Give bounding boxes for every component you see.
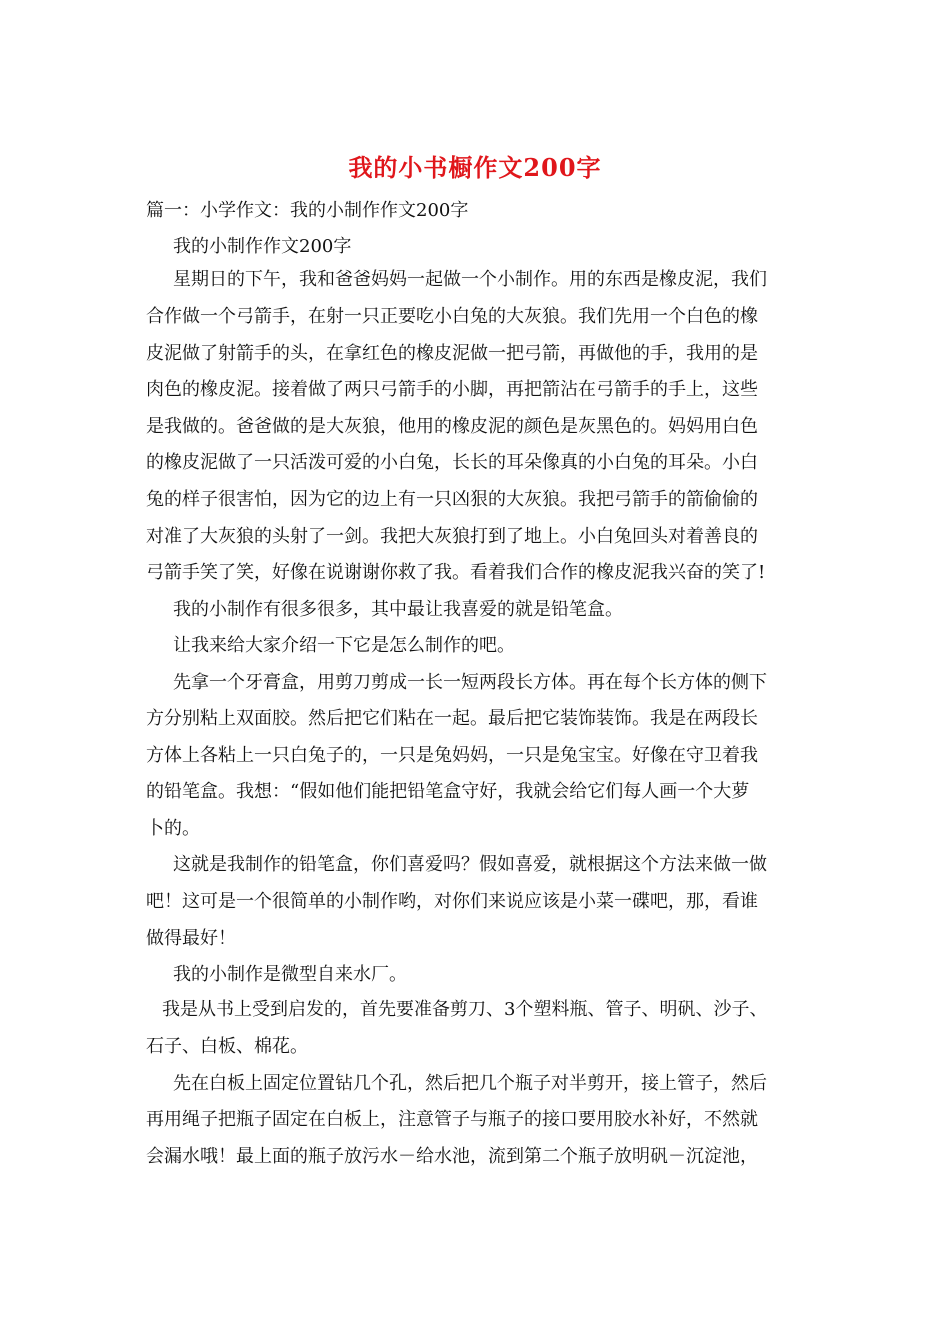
paragraph-line: 方体上各粘上一只白兔子的，一只是兔妈妈，一只是兔宝宝。好像在守卫着我 xyxy=(146,745,758,766)
paragraph-line: 皮泥做了射箭手的头，在拿红色的橡皮泥做一把弓箭，再做他的手，我用的是 xyxy=(146,343,758,364)
paragraph-line: 我是从书上受到启发的，首先要准备剪刀、3个塑料瓶、管子、明矾、沙子、 xyxy=(162,999,768,1020)
paragraph-line: 我的小制作作文200字 xyxy=(173,236,352,257)
paragraph-line: 肉色的橡皮泥。接着做了两只弓箭手的小脚，再把箭沾在弓箭手的手上，这些 xyxy=(146,379,758,400)
paragraph-line: 的铅笔盒。我想：“假如他们能把铅笔盒守好，我就会给它们每人画一个大萝 xyxy=(146,781,750,802)
paragraph-line: 方分别粘上双面胶。然后把它们粘在一起。最后把它装饰装饰。我是在两段长 xyxy=(146,708,758,729)
paragraph-line: 对准了大灰狼的头射了一剑。我把大灰狼打到了地上。小白兔回头对着善良的 xyxy=(146,526,758,547)
paragraph-line: 卜的。 xyxy=(146,818,200,839)
paragraph-line: 做得最好！ xyxy=(146,928,236,949)
paragraph-line: 篇一：小学作文：我的小制作作文200字 xyxy=(146,200,469,221)
paragraph-line: 再用绳子把瓶子固定在白板上，注意管子与瓶子的接口要用胶水补好，不然就 xyxy=(146,1109,758,1130)
paragraph-line: 的橡皮泥做了一只活泼可爱的小白兔，长长的耳朵像真的小白兔的耳朵。小白 xyxy=(146,452,758,473)
paragraph-line: 让我来给大家介绍一下它是怎么制作的吧。 xyxy=(173,635,515,656)
paragraph-line: 石子、白板、棉花。 xyxy=(146,1036,308,1057)
paragraph-line: 我的小制作有很多很多，其中最让我喜爱的就是铅笔盒。 xyxy=(173,599,623,620)
paragraph-line: 这就是我制作的铅笔盒，你们喜爱吗？假如喜爱，就根据这个方法来做一做 xyxy=(173,854,767,875)
document-title: 我的小书橱作文200字 xyxy=(348,153,602,182)
paragraph-line: 先拿一个牙膏盒，用剪刀剪成一长一短两段长方体。再在每个长方体的侧下 xyxy=(173,672,767,693)
paragraph-line: 弓箭手笑了笑，好像在说谢谢你救了我。看着我们合作的橡皮泥我兴奋的笑了! xyxy=(146,562,766,583)
paragraph-line: 合作做一个弓箭手，在射一只正要吃小白兔的大灰狼。我们先用一个白色的橡 xyxy=(146,306,758,327)
paragraph-line: 兔的样子很害怕，因为它的边上有一只凶狠的大灰狼。我把弓箭手的箭偷偷的 xyxy=(146,489,758,510)
paragraph-line: 是我做的。爸爸做的是大灰狼，他用的橡皮泥的颜色是灰黑色的。妈妈用白色 xyxy=(146,416,758,437)
paragraph-line: 会漏水哦！最上面的瓶子放污水－给水池，流到第二个瓶子放明矾－沉淀池， xyxy=(146,1146,758,1167)
paragraph-line: 吧！这可是一个很简单的小制作哟，对你们来说应该是小菜一碟吧，那，看谁 xyxy=(146,891,758,912)
paragraph-line: 先在白板上固定位置钻几个孔，然后把几个瓶子对半剪开，接上管子，然后 xyxy=(173,1073,767,1094)
paragraph-line: 我的小制作是微型自来水厂。 xyxy=(173,964,407,985)
paragraph-line: 星期日的下午，我和爸爸妈妈一起做一个小制作。用的东西是橡皮泥，我们 xyxy=(173,269,767,290)
